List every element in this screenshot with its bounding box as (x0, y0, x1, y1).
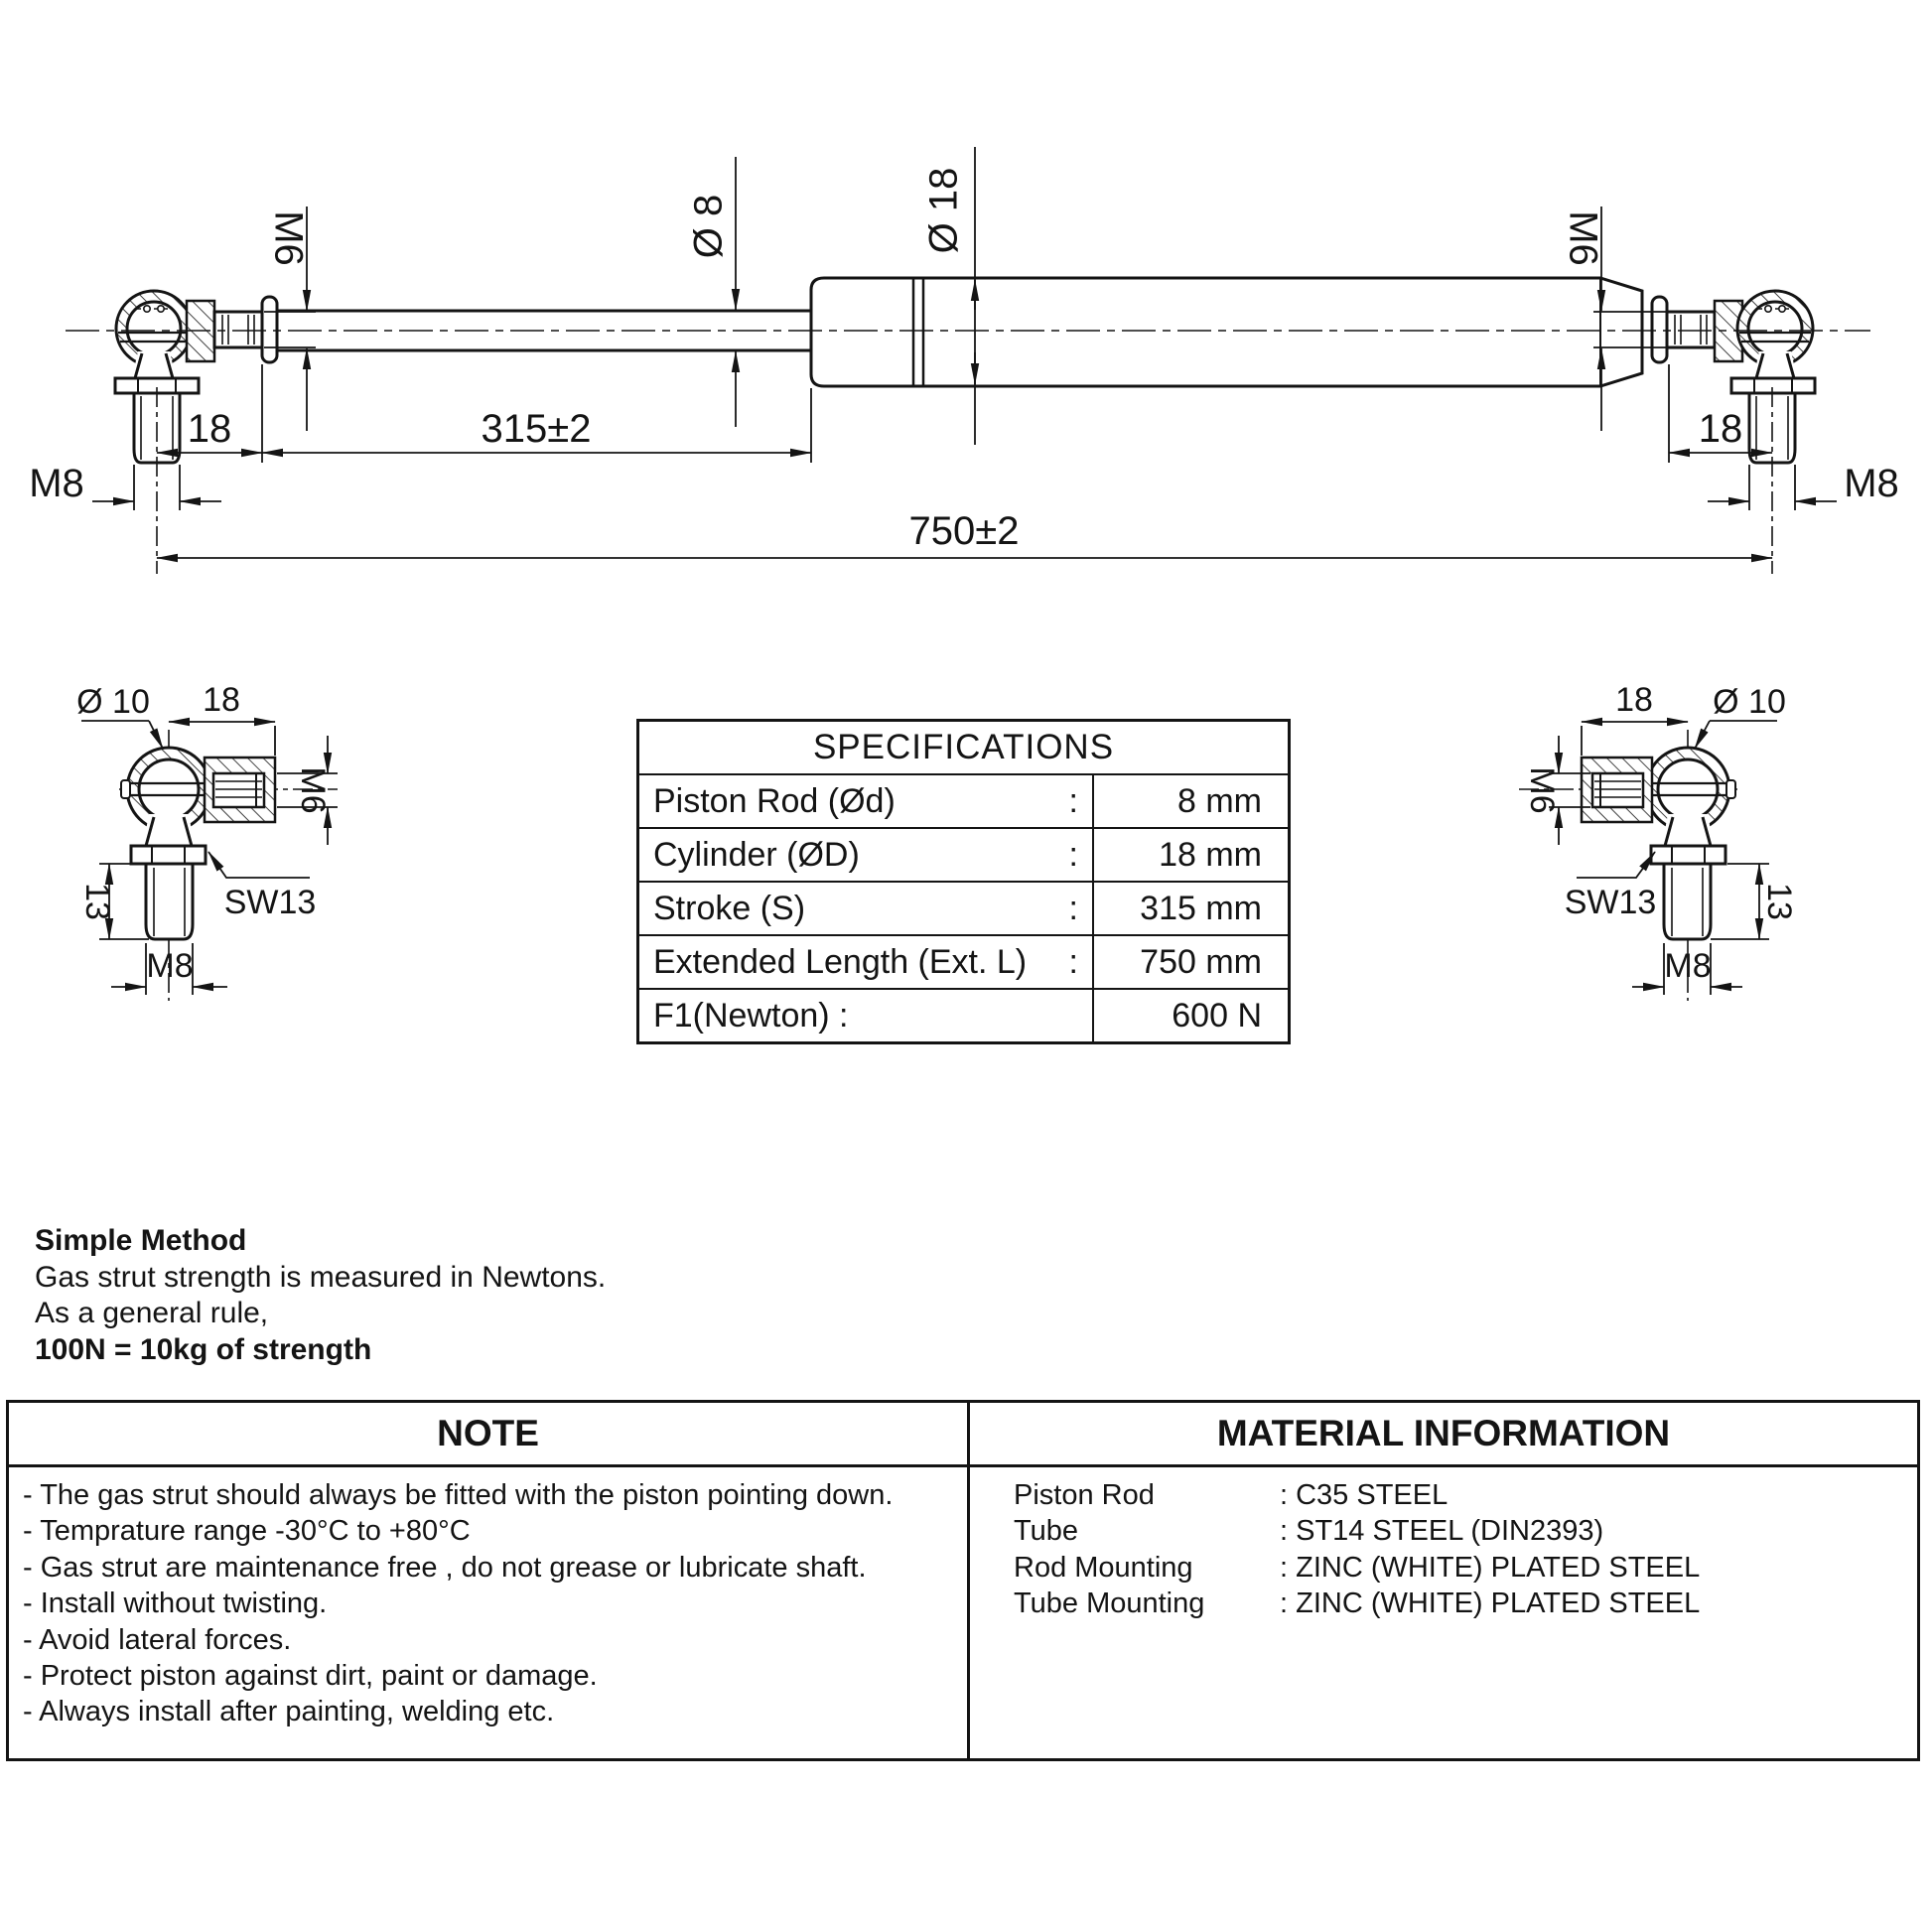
note-list (9, 1467, 970, 1758)
cylinder-tube (811, 278, 1642, 386)
material-value: : ST14 STEEL (DIN2393) (1280, 1515, 1604, 1548)
end-fitting-detail-right (1519, 681, 1798, 1001)
spec-value: 18 mm (1159, 835, 1262, 874)
material-label: Tube Mounting (1014, 1587, 1205, 1620)
detail-right-sw13: SW13 (1564, 884, 1657, 921)
detail-left-sw13: SW13 (223, 884, 317, 921)
material-label: Tube (1014, 1515, 1079, 1548)
spec-value: 600 N (1172, 996, 1262, 1035)
specifications-title: SPECIFICATIONS (812, 728, 1115, 766)
note-item: - Protect piston against dirt, paint or damage. (23, 1660, 598, 1693)
spec-value: 750 mm (1140, 942, 1262, 981)
simple-method-line: Gas strut strength is measured in Newtons. (35, 1260, 607, 1294)
dim-m6-right: M6 (1561, 210, 1605, 266)
spec-row-piston-rod (639, 773, 1288, 827)
dim-m8-left: M8 (29, 462, 84, 505)
material-value: : ZINC (WHITE) PLATED STEEL (1280, 1551, 1701, 1584)
note-item: - Avoid lateral forces. (23, 1623, 292, 1656)
material-row (1014, 1513, 1917, 1549)
simple-method-rule: 100N = 10kg of strength (35, 1332, 372, 1366)
note-material-header (9, 1403, 1917, 1467)
dim-18-left: 18 (187, 407, 232, 451)
simple-method-title: Simple Method (35, 1224, 247, 1257)
dim-m6-left: M6 (266, 210, 311, 266)
dim-dia18: Ø 18 (921, 167, 966, 254)
detail-left-dia10: Ø 10 (76, 683, 150, 721)
note-item: - The gas strut should always be fitted with the piston pointing down. (23, 1479, 894, 1511)
material-label: Piston Rod (1014, 1479, 1155, 1511)
dim-750: 750±2 (908, 509, 1020, 553)
material-value: : C35 STEEL (1280, 1479, 1449, 1511)
detail-right-dia10: Ø 10 (1713, 683, 1786, 721)
detail-right-13: 13 (1760, 883, 1799, 920)
dim-dia8: Ø 8 (686, 194, 731, 259)
material-information-title: MATERIAL INFORMATION (1216, 1413, 1671, 1453)
spec-row-cylinder (639, 827, 1288, 881)
strut-main-view (29, 147, 1899, 574)
spec-row-extended-length (639, 934, 1288, 988)
detail-left-13: 13 (78, 883, 117, 920)
material-row (1014, 1550, 1917, 1586)
detail-left-18: 18 (203, 681, 240, 719)
material-row (1014, 1586, 1917, 1621)
spec-row-stroke (639, 881, 1288, 934)
note-item: - Install without twisting. (23, 1587, 328, 1620)
spec-value: 8 mm (1177, 781, 1262, 820)
spec-colon: : (1068, 942, 1078, 981)
specifications-table (636, 719, 1291, 1044)
detail-right-m6: M6 (1523, 766, 1562, 814)
detail-left-m8: M8 (146, 947, 194, 985)
note-item: - Temprature range -30°C to +80°C (23, 1515, 471, 1548)
simple-method-block (35, 1223, 606, 1368)
spec-value: 315 mm (1140, 889, 1262, 927)
note-item: - Always install after painting, welding etc. (23, 1696, 555, 1728)
spec-row-f1-newton (639, 988, 1288, 1041)
spec-colon: : (1068, 889, 1078, 927)
simple-method-line: As a general rule, (35, 1297, 269, 1329)
spec-label: Extended Length (Ext. L) (653, 942, 1028, 981)
note-material-table (6, 1400, 1920, 1761)
detail-right-m8: M8 (1664, 947, 1712, 985)
dim-18-right: 18 (1698, 407, 1743, 451)
dim-315: 315±2 (481, 407, 592, 451)
material-label: Rod Mounting (1014, 1551, 1193, 1584)
spec-colon: : (1068, 835, 1078, 874)
spec-label: Cylinder (ØD) (653, 835, 860, 874)
note-item: - Gas strut are maintenance free , do not grease or lubricate shaft. (23, 1551, 867, 1584)
end-fitting-detail-left (76, 681, 338, 1001)
spec-label: Stroke (S) (653, 889, 806, 927)
spec-label: Piston Rod (Ød) (653, 781, 896, 820)
material-value: : ZINC (WHITE) PLATED STEEL (1280, 1587, 1701, 1620)
material-row (1014, 1477, 1917, 1513)
material-list (970, 1467, 1917, 1758)
dim-m8-right: M8 (1844, 462, 1899, 505)
spec-colon: : (1068, 781, 1078, 820)
detail-left-m6: M6 (294, 766, 333, 814)
spec-label: F1(Newton) : (653, 996, 849, 1035)
note-title: NOTE (9, 1403, 970, 1464)
detail-right-18: 18 (1615, 681, 1653, 719)
